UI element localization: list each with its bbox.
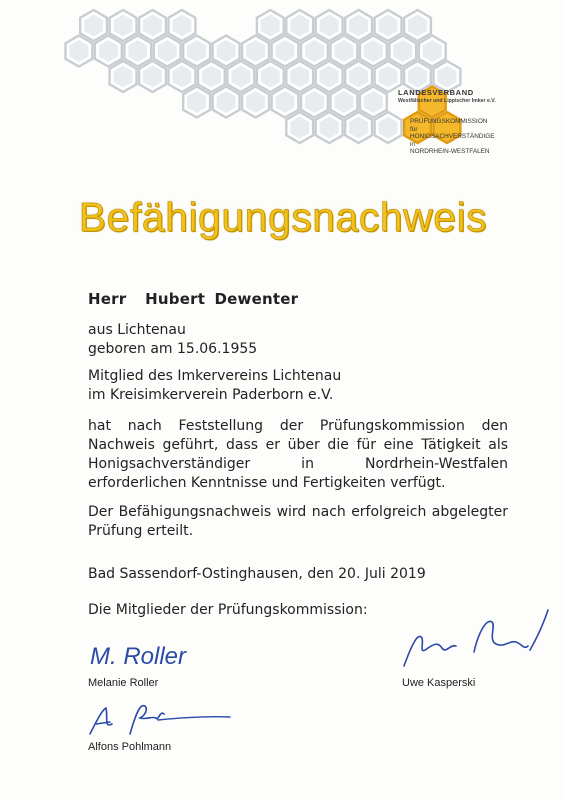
origin-line: aus Lichtenau: [88, 322, 186, 338]
commission-line: für: [410, 125, 418, 133]
birth-date-line: geboren am 15.06.1955: [88, 341, 258, 357]
place-and-date: Bad Sassendorf-Ostinghausen, den 20. Juli 2019: [88, 566, 426, 582]
signatory-name: Alfons Pohlmann: [88, 741, 172, 753]
recipient-origin: [88, 321, 508, 359]
membership-line: im Kreisimkerverein Paderborn e.V.: [88, 387, 334, 403]
commission-line: NORDRHEIN-WESTFALEN: [410, 148, 490, 156]
signature-melanie-roller: [86, 638, 246, 672]
membership-block: [88, 367, 508, 405]
signature-alfons-pohlmann: [86, 700, 236, 740]
certificate-title: Befähigungsnachweis: [78, 194, 488, 240]
issuance-statement: Der Befähigungsnachweis wird nach erfolgreich abgelegter Prüfung erteilt.: [88, 504, 508, 539]
association-name: LANDESVERBAND: [398, 88, 474, 97]
signature-script: M. Roller: [90, 643, 187, 670]
commission-name: [410, 118, 496, 156]
commission-line: in: [410, 140, 415, 148]
signature-uwe-kasperski: [398, 604, 558, 674]
association-subtitle: Westfälischer und Lippischer Imker e.V.: [398, 98, 496, 104]
membership-line: Mitglied des Imkervereins Lichtenau: [88, 368, 342, 384]
commission-line: HONIGSACHVERSTÄNDIGE: [410, 133, 495, 141]
signatory-name: Melanie Roller: [88, 677, 159, 689]
commission-line: PRÜFUNGSKOMMISSION: [410, 118, 488, 125]
commission-members-label: Die Mitglieder der Prüfungskommission:: [88, 602, 368, 618]
organization-block: [398, 88, 496, 156]
signatory-name: Uwe Kasperski: [402, 677, 476, 689]
certification-statement: hat nach Feststellung der Prüfungskommission den Nachweis geführt, dass er über die für eine Tätigkeit als Honigsachverständiger in Nordrhein-Westfalen erforderlichen Kenntnisse und Fertigkeiten verfügt.: [88, 418, 508, 491]
recipient-name: Herr Hubert Dewenter: [88, 290, 299, 308]
